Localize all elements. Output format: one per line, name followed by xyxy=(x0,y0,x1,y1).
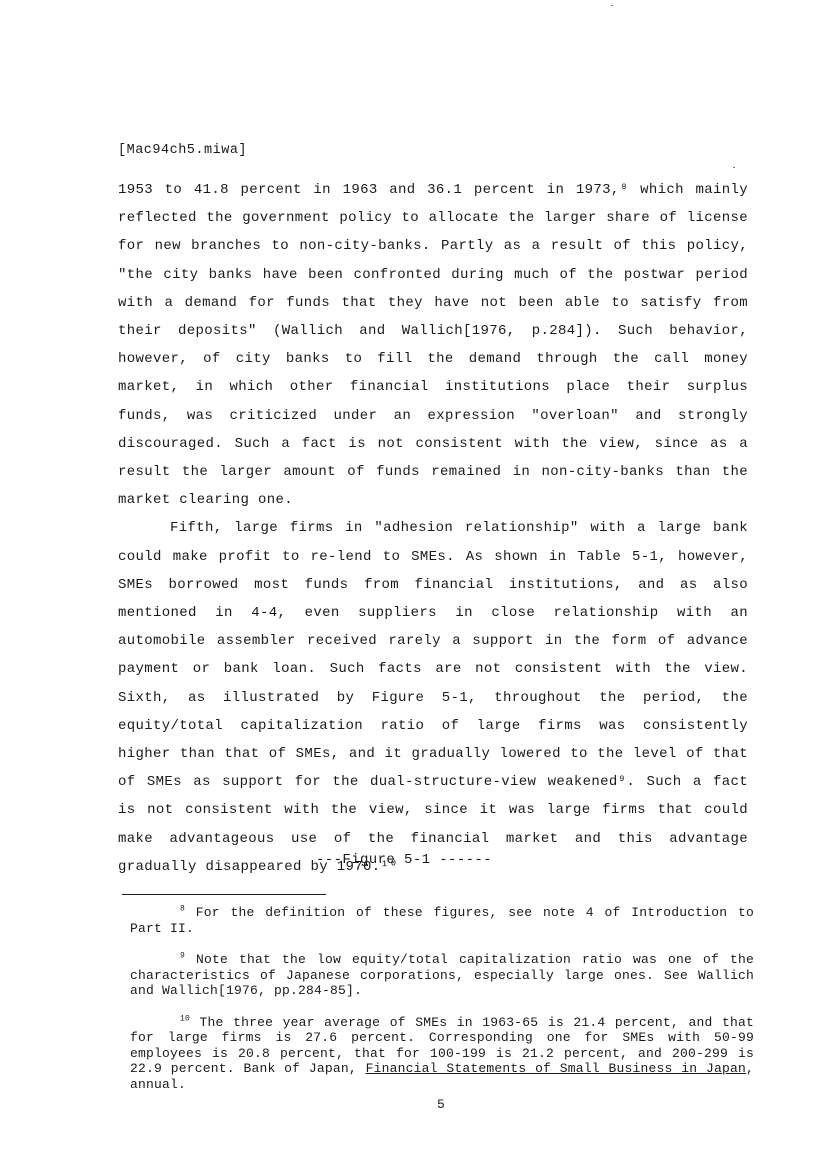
figure-placeholder: ---Figure 5-1 ------ xyxy=(316,852,493,868)
footnote-10-text: The three year average of SMEs in 1963-65 is 21.4 percent, and that for large firms is 27.6 percent. Corresponding one for SMEs with 50-99 employees is 20.8 percent, that for 100-199 is 21.2 percent, and 200-299 is 22.9 percent. Bank of Japan, xyxy=(130,1014,754,1076)
scan-speck xyxy=(611,5,613,6)
body-text xyxy=(118,176,748,881)
scan-speck xyxy=(733,167,735,168)
footnote-8-text: For the definition of these figures, see note 4 of Introduction to Part II. xyxy=(130,905,754,936)
footnote-divider xyxy=(122,894,326,895)
footnote-10-title: Financial Statements of Small Business in Japan xyxy=(365,1061,746,1076)
file-header: [Mac94ch5.miwa] xyxy=(118,143,248,158)
footnote-8 xyxy=(130,905,754,936)
page-number: 5 xyxy=(437,1097,445,1112)
footnote-9-mark: 9 xyxy=(180,951,186,961)
footnote-8-mark: 8 xyxy=(180,904,186,914)
footnote-10 xyxy=(130,1015,754,1093)
footnote-10-tail: , annual. xyxy=(130,1061,754,1092)
footnotes xyxy=(130,905,754,1108)
footnote-10-mark: 10 xyxy=(180,1014,191,1024)
paragraph-1: 1953 to 41.8 percent in 1963 and 36.1 percent in 1973,⁸ which mainly reflected the government policy to allocate the larger share of license for new branches to non-city-banks. Partly as a result of this policy, "the city banks have been confronted during much of the postwar period with a demand for funds that they have not been able to satisfy from their deposits" (Wallich and Wallich[1976, p.284]). Such behavior, however, of city banks to fill the demand through the call money market, in which other financial institutions place their surplus funds, was criticized under an expression "overloan" and strongly discouraged. Such a fact is not consistent with the view, since as a result the larger amount of funds remained in non-city-banks than the market clearing one. xyxy=(118,182,748,509)
footnote-9 xyxy=(130,952,754,999)
paragraph-2: Fifth, large firms in "adhesion relationship" with a large bank could make profit to re-lend to SMEs. As shown in Table 5-1, however, SMEs borrowed most funds from financial institutions, and as also mentioned in 4-4, even suppliers in close relationship with an automobile assembler received rarely a support in the form of advance payment or bank loan. Such facts are not consistent with the view. Sixth, as illustrated by Figure 5-1, throughout the period, the equity/total capitalization ratio of large firms was consistently higher than that of SMEs, and it gradually lowered to the level of that of SMEs as support for the dual-structure-view weakened⁹. Such a fact is not consistent with the view, since it was large firms that could make advantageous use of the financial market and this advantage gradually disappeared by 1970.¹⁰ xyxy=(118,520,748,875)
footnote-9-text: Note that the low equity/total capitalization ratio was one of the characteristics of Japanese corporations, especially large ones. See Wallich and Wallich[1976, pp.284-85]. xyxy=(130,952,754,998)
